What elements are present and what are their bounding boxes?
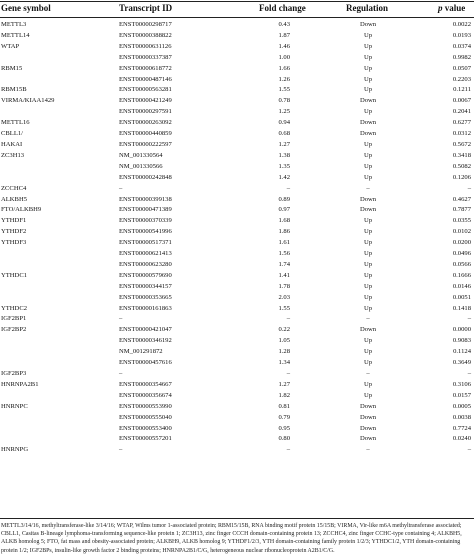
transcript-id-cell: ENST00000563281 bbox=[119, 86, 172, 94]
table-row bbox=[0, 64, 474, 75]
regulation-cell: – bbox=[366, 446, 370, 454]
p-value-cell: 0.0507 bbox=[452, 64, 471, 72]
fold-change-cell: 1.34 bbox=[278, 359, 290, 367]
table-row bbox=[0, 140, 474, 151]
fold-change-cell: 0.43 bbox=[278, 21, 290, 28]
gene-symbol-cell: IGF2BP2 bbox=[1, 326, 27, 334]
table-row bbox=[0, 434, 474, 445]
transcript-id-cell: ENST00000553990 bbox=[119, 402, 172, 410]
p-value-cell: 0.0566 bbox=[452, 260, 471, 268]
fold-change-cell: 0.95 bbox=[278, 424, 290, 432]
transcript-id-cell: – bbox=[119, 184, 123, 192]
transcript-id-cell: ENST00000346192 bbox=[119, 337, 172, 345]
regulation-cell: – bbox=[366, 370, 370, 377]
p-value-cell: 0.0355 bbox=[452, 217, 471, 225]
table-row bbox=[0, 162, 474, 173]
table-row bbox=[0, 75, 474, 86]
fold-change-cell: 1.82 bbox=[278, 391, 290, 399]
transcript-id-cell: ENST00000297591 bbox=[119, 108, 172, 116]
fold-change-cell: 0.89 bbox=[278, 195, 290, 203]
p-value-cell: 0.1211 bbox=[453, 86, 471, 94]
p-value-cell: 0.5672 bbox=[452, 140, 471, 148]
regulation-cell: – bbox=[366, 184, 370, 192]
gene-symbol-cell: IGF2BP1 bbox=[1, 315, 27, 323]
p-value-cell: 0.0374 bbox=[452, 42, 471, 50]
table-row bbox=[0, 195, 474, 206]
regulation-cell: – bbox=[366, 315, 370, 323]
p-value-cell: 0.0051 bbox=[452, 293, 471, 301]
table-row bbox=[0, 380, 474, 391]
gene-symbol-cell: ZC3H13 bbox=[1, 151, 25, 159]
fold-change-cell: 1.27 bbox=[278, 380, 290, 388]
regulation-cell: Up bbox=[363, 31, 373, 39]
table-row bbox=[0, 325, 474, 336]
header-p-value: p value bbox=[438, 3, 466, 13]
fold-change-cell: 0.80 bbox=[278, 435, 290, 443]
table-row bbox=[0, 129, 474, 140]
transcript-id-cell: – bbox=[119, 315, 123, 323]
transcript-id-cell: ENST00000440859 bbox=[119, 130, 172, 138]
fold-change-cell: 1.78 bbox=[278, 282, 290, 290]
transcript-id-cell: ENST00000623280 bbox=[119, 260, 172, 268]
transcript-id-cell: ENST00000263092 bbox=[119, 119, 172, 127]
transcript-id-cell: ENST00000555040 bbox=[119, 413, 172, 421]
fold-change-cell: 2.03 bbox=[278, 293, 290, 301]
table-row bbox=[0, 358, 474, 369]
gene-symbol-cell: YTHDC2 bbox=[1, 304, 28, 312]
p-value-cell: 0.2203 bbox=[452, 75, 471, 83]
transcript-id-cell: ENST00000618772 bbox=[119, 64, 172, 72]
p-value-cell: 0.0022 bbox=[452, 21, 471, 28]
table-row bbox=[0, 271, 474, 282]
table-row bbox=[0, 336, 474, 347]
fold-change-cell: 1.26 bbox=[278, 75, 290, 83]
regulation-cell: Up bbox=[363, 359, 373, 367]
gene-symbol-cell: YTHDF3 bbox=[1, 239, 27, 247]
regulation-cell: Up bbox=[363, 140, 373, 148]
table-row bbox=[0, 304, 474, 315]
gene-symbol-cell: CBLL1/ bbox=[1, 130, 23, 138]
table-row bbox=[0, 216, 474, 227]
regulation-cell: Up bbox=[363, 162, 373, 170]
header-fold-change: Fold change bbox=[259, 3, 306, 13]
regulation-cell: Up bbox=[363, 108, 373, 116]
regulation-cell: Down bbox=[359, 21, 377, 28]
gene-symbol-cell: METTL14 bbox=[1, 31, 30, 39]
p-value-cell: 0.0157 bbox=[452, 391, 471, 399]
transcript-id-cell: ENST00000388822 bbox=[119, 31, 172, 39]
gene-symbol-cell: RBM15B bbox=[1, 86, 27, 94]
gene-symbol-cell: RBM15 bbox=[1, 64, 23, 72]
regulation-cell: Down bbox=[359, 402, 377, 410]
transcript-id-cell: ENST00000353665 bbox=[119, 293, 172, 301]
fold-change-cell: 1.55 bbox=[278, 86, 290, 94]
table-row bbox=[0, 369, 474, 380]
fold-change-cell: 1.28 bbox=[278, 348, 290, 356]
p-value-cell: – bbox=[467, 315, 471, 323]
regulation-cell: Down bbox=[359, 195, 377, 203]
transcript-id-cell: ENST00000421047 bbox=[119, 326, 172, 334]
fold-change-cell: 1.56 bbox=[278, 250, 290, 258]
p-value-cell: 0.1124 bbox=[453, 348, 471, 356]
table-footnote: METTL3/14/16, methyltransferase-like 3/14/16; WTAP, Wilms tumor 1-associated protein; RBM15/15B, RNA binding motif protein 15/15B; VIRMA, Vir-like m6A methyltransferase associated; CBLL1, Casitas B-lineage lymphoma-transforming sequence-like protein 1; ZC3H13, zinc finger CCCH domain-containing protein 13; ZCCHC4, zinc finger CCHC-type containing 4; ALKBH5, ALKB homolog 5; FTO, fat mass and obesity-associated protein; ALKBH9, ALKB homolog 9; YTHDF1/2/3, YTH domain-containing family protein 1/2/3; YTHDC1/2, YTH domain-containing protein 1/2; IGF2BPs, insulin-like growth factor 2 binding proteins; HNRNPA2B1/C/G, heterogeneous nuclear ribonucleoprotein A2B1/C/G. bbox=[1, 523, 462, 554]
p-value-cell: 0.9083 bbox=[452, 337, 471, 345]
p-value-cell: 0.0005 bbox=[452, 402, 471, 410]
fold-change-cell: 1.25 bbox=[278, 108, 290, 116]
fold-change-cell: – bbox=[286, 370, 290, 377]
table-row bbox=[0, 53, 474, 64]
fold-change-cell: 1.38 bbox=[278, 151, 290, 159]
table-row bbox=[0, 42, 474, 53]
regulation-cell: Up bbox=[363, 53, 373, 61]
p-value-cell: 0.1418 bbox=[452, 304, 471, 312]
header-rule bbox=[0, 17, 474, 18]
regulation-cell: Down bbox=[359, 119, 377, 127]
table-row bbox=[0, 173, 474, 184]
p-value-cell: 0.3418 bbox=[452, 151, 471, 159]
table-row bbox=[0, 347, 474, 358]
transcript-id-cell: ENST00000471389 bbox=[119, 206, 172, 214]
fold-change-cell: 1.74 bbox=[278, 260, 290, 268]
transcript-id-cell: ENST00000356674 bbox=[119, 391, 172, 399]
regulation-cell: Down bbox=[359, 326, 377, 334]
fold-change-cell: 0.94 bbox=[278, 119, 290, 127]
fold-change-cell: 0.97 bbox=[278, 206, 290, 214]
p-value-cell: 0.5082 bbox=[452, 162, 471, 170]
table-row bbox=[0, 260, 474, 271]
header-gene-symbol: Gene symbol bbox=[1, 3, 51, 13]
regulation-cell: Up bbox=[363, 151, 373, 159]
regulation-cell: Up bbox=[363, 391, 373, 399]
regulation-cell: Up bbox=[363, 86, 373, 94]
fold-change-cell: 1.42 bbox=[278, 173, 290, 181]
fold-change-cell: 0.22 bbox=[278, 326, 290, 334]
regulation-cell: Up bbox=[363, 250, 373, 258]
fold-change-cell: 0.79 bbox=[278, 413, 290, 421]
table-row bbox=[0, 391, 474, 402]
p-value-cell: 0.7877 bbox=[452, 206, 471, 214]
table-row bbox=[0, 184, 474, 195]
header-regulation: Regulation bbox=[346, 3, 389, 13]
gene-symbol-cell: ALKBH5 bbox=[1, 195, 28, 203]
p-value-cell: 0.0038 bbox=[452, 413, 471, 421]
fold-change-cell: 1.87 bbox=[278, 31, 290, 39]
transcript-id-cell: ENST00000557201 bbox=[119, 435, 172, 443]
table-row bbox=[0, 96, 474, 107]
p-value-cell: 0.0496 bbox=[452, 250, 471, 258]
transcript-id-cell: ENST00000161863 bbox=[119, 304, 172, 312]
fold-change-cell: 1.41 bbox=[278, 271, 290, 279]
table-header bbox=[0, 2, 474, 16]
transcript-id-cell: ENST00000354667 bbox=[119, 380, 172, 388]
transcript-id-cell: ENST00000337387 bbox=[119, 53, 172, 61]
p-value-cell: – bbox=[467, 184, 471, 192]
p-value-cell: – bbox=[467, 446, 471, 454]
fold-change-cell: 0.81 bbox=[278, 402, 290, 410]
p-value-cell: 0.0146 bbox=[452, 282, 471, 290]
fold-change-cell: – bbox=[286, 446, 290, 454]
gene-symbol-cell: HAKAI bbox=[1, 140, 23, 148]
header-p-letter: p bbox=[438, 3, 443, 13]
table-row bbox=[0, 249, 474, 260]
gene-symbol-cell: YTHDF1 bbox=[1, 217, 27, 225]
gene-symbol-cell: YTHDC1 bbox=[1, 271, 28, 279]
p-value-cell: 0.3649 bbox=[452, 359, 471, 367]
table-row bbox=[0, 413, 474, 424]
p-value-cell: 0.6277 bbox=[452, 119, 471, 127]
regulation-cell: Down bbox=[359, 97, 377, 105]
regulation-cell: Down bbox=[359, 130, 377, 138]
fold-change-cell: 1.68 bbox=[278, 217, 290, 225]
transcript-id-cell: ENST00000517371 bbox=[119, 239, 172, 247]
regulation-cell: Down bbox=[359, 424, 377, 432]
table-row bbox=[0, 118, 474, 129]
fold-change-cell: 1.46 bbox=[278, 42, 290, 50]
regulation-cell: Up bbox=[363, 271, 373, 279]
gene-symbol-cell: HNRNPA2B1 bbox=[1, 380, 39, 388]
p-value-cell: – bbox=[467, 370, 471, 377]
regulation-cell: Up bbox=[363, 217, 373, 225]
p-value-cell: 0.7724 bbox=[452, 424, 471, 432]
p-value-cell: 0.2041 bbox=[452, 108, 471, 116]
transcript-id-cell: NM_001291872 bbox=[119, 348, 163, 356]
transcript-id-cell: ENST00000242848 bbox=[119, 173, 172, 181]
regulation-cell: Up bbox=[363, 304, 373, 312]
transcript-id-cell: ENST00000631126 bbox=[119, 42, 172, 50]
regulation-cell: Up bbox=[363, 337, 373, 345]
transcript-id-cell: ENST00000222597 bbox=[119, 140, 172, 148]
regulation-cell: Up bbox=[363, 228, 373, 236]
gene-symbol-cell: WTAP bbox=[1, 42, 20, 50]
p-value-cell: 0.0200 bbox=[452, 239, 471, 247]
transcript-id-cell: ENST00000621413 bbox=[119, 250, 172, 258]
table-row bbox=[0, 227, 474, 238]
fold-change-cell: 0.78 bbox=[278, 97, 290, 105]
table-body bbox=[0, 20, 474, 456]
p-value-cell: 0.1206 bbox=[452, 173, 471, 181]
table-row bbox=[0, 445, 474, 456]
p-value-cell: 0.0240 bbox=[452, 435, 471, 443]
table-row bbox=[0, 282, 474, 293]
gene-symbol-cell: ZCCHC4 bbox=[1, 184, 27, 192]
table-row bbox=[0, 107, 474, 118]
table-row bbox=[0, 424, 474, 435]
gene-symbol-cell: METTL16 bbox=[1, 119, 30, 127]
fold-change-cell: 1.05 bbox=[278, 337, 290, 345]
regulation-cell: Down bbox=[359, 206, 377, 214]
gene-symbol-cell: HNRNPG bbox=[1, 446, 29, 454]
fold-change-cell: 1.61 bbox=[278, 239, 290, 247]
fold-change-cell: 1.55 bbox=[278, 304, 290, 312]
transcript-id-cell: NM_001330566 bbox=[119, 162, 163, 170]
p-value-cell: 0.0193 bbox=[452, 31, 471, 39]
gene-symbol-cell: HNRNPC bbox=[1, 402, 28, 410]
transcript-id-cell: ENST00000553400 bbox=[119, 424, 172, 432]
p-value-cell: 0.0000 bbox=[452, 326, 471, 334]
gene-symbol-cell: IGF2BP3 bbox=[1, 370, 27, 377]
fold-change-cell: 1.86 bbox=[278, 228, 290, 236]
gene-symbol-cell: FTO/ALKBH9 bbox=[1, 206, 42, 214]
regulation-cell: Up bbox=[363, 348, 373, 356]
regulation-cell: Down bbox=[359, 435, 377, 443]
fold-change-cell: 1.35 bbox=[278, 162, 290, 170]
fold-change-cell: 1.66 bbox=[278, 64, 290, 72]
regulation-cell: Up bbox=[363, 173, 373, 181]
table-row bbox=[0, 402, 474, 413]
transcript-id-cell: ENST00000399138 bbox=[119, 195, 172, 203]
fold-change-cell: – bbox=[286, 184, 290, 192]
table-row bbox=[0, 314, 474, 325]
table-row bbox=[0, 20, 474, 31]
p-value-cell: 0.1666 bbox=[452, 271, 471, 279]
transcript-id-cell: NM_001330564 bbox=[119, 151, 163, 159]
transcript-id-cell: – bbox=[119, 446, 123, 454]
p-value-cell: 0.9982 bbox=[452, 53, 471, 61]
regulation-cell: Up bbox=[363, 260, 373, 268]
fold-change-cell: 1.27 bbox=[278, 140, 290, 148]
p-value-cell: 0.0067 bbox=[452, 97, 471, 105]
p-value-cell: 0.0102 bbox=[452, 228, 471, 236]
transcript-id-cell: ENST00000421249 bbox=[119, 97, 172, 105]
table-row bbox=[0, 238, 474, 249]
table-row bbox=[0, 205, 474, 216]
transcript-id-cell: ENST00000541996 bbox=[119, 228, 172, 236]
header-transcript-id: Transcript ID bbox=[119, 3, 173, 13]
gene-symbol-cell: METTL3 bbox=[1, 21, 27, 28]
fold-change-cell: 1.00 bbox=[278, 53, 290, 61]
p-value-cell: 0.4627 bbox=[452, 195, 471, 203]
regulation-cell: Up bbox=[363, 239, 373, 247]
regulation-cell: Up bbox=[363, 282, 373, 290]
transcript-id-cell: ENST00000487146 bbox=[119, 75, 172, 83]
gene-symbol-cell: VIRMA/KIAA1429 bbox=[1, 97, 55, 105]
transcript-id-cell: ENST00000579690 bbox=[119, 271, 172, 279]
fold-change-cell: 0.68 bbox=[278, 130, 290, 138]
table-row bbox=[0, 151, 474, 162]
transcript-id-cell: ENST00000344157 bbox=[119, 282, 172, 290]
transcript-id-cell: ENST00000298717 bbox=[119, 21, 172, 28]
table-row bbox=[0, 85, 474, 96]
regulation-cell: Up bbox=[363, 75, 373, 83]
regulation-cell: Up bbox=[363, 64, 373, 72]
transcript-id-cell: ENST00000370339 bbox=[119, 217, 172, 225]
transcript-id-cell: ENST00000457616 bbox=[119, 359, 172, 367]
fold-change-cell: – bbox=[286, 315, 290, 323]
table-row bbox=[0, 31, 474, 42]
transcript-id-cell: – bbox=[119, 370, 123, 377]
regulation-cell: Up bbox=[363, 293, 373, 301]
table-row bbox=[0, 293, 474, 304]
bottom-rule bbox=[0, 518, 474, 519]
p-value-cell: 0.3106 bbox=[452, 380, 471, 388]
regulation-cell: Up bbox=[363, 42, 373, 50]
regulation-cell: Down bbox=[359, 413, 377, 421]
regulation-cell: Up bbox=[363, 380, 373, 388]
p-value-cell: 0.0312 bbox=[452, 130, 471, 138]
gene-symbol-cell: YTHDF2 bbox=[1, 228, 27, 236]
